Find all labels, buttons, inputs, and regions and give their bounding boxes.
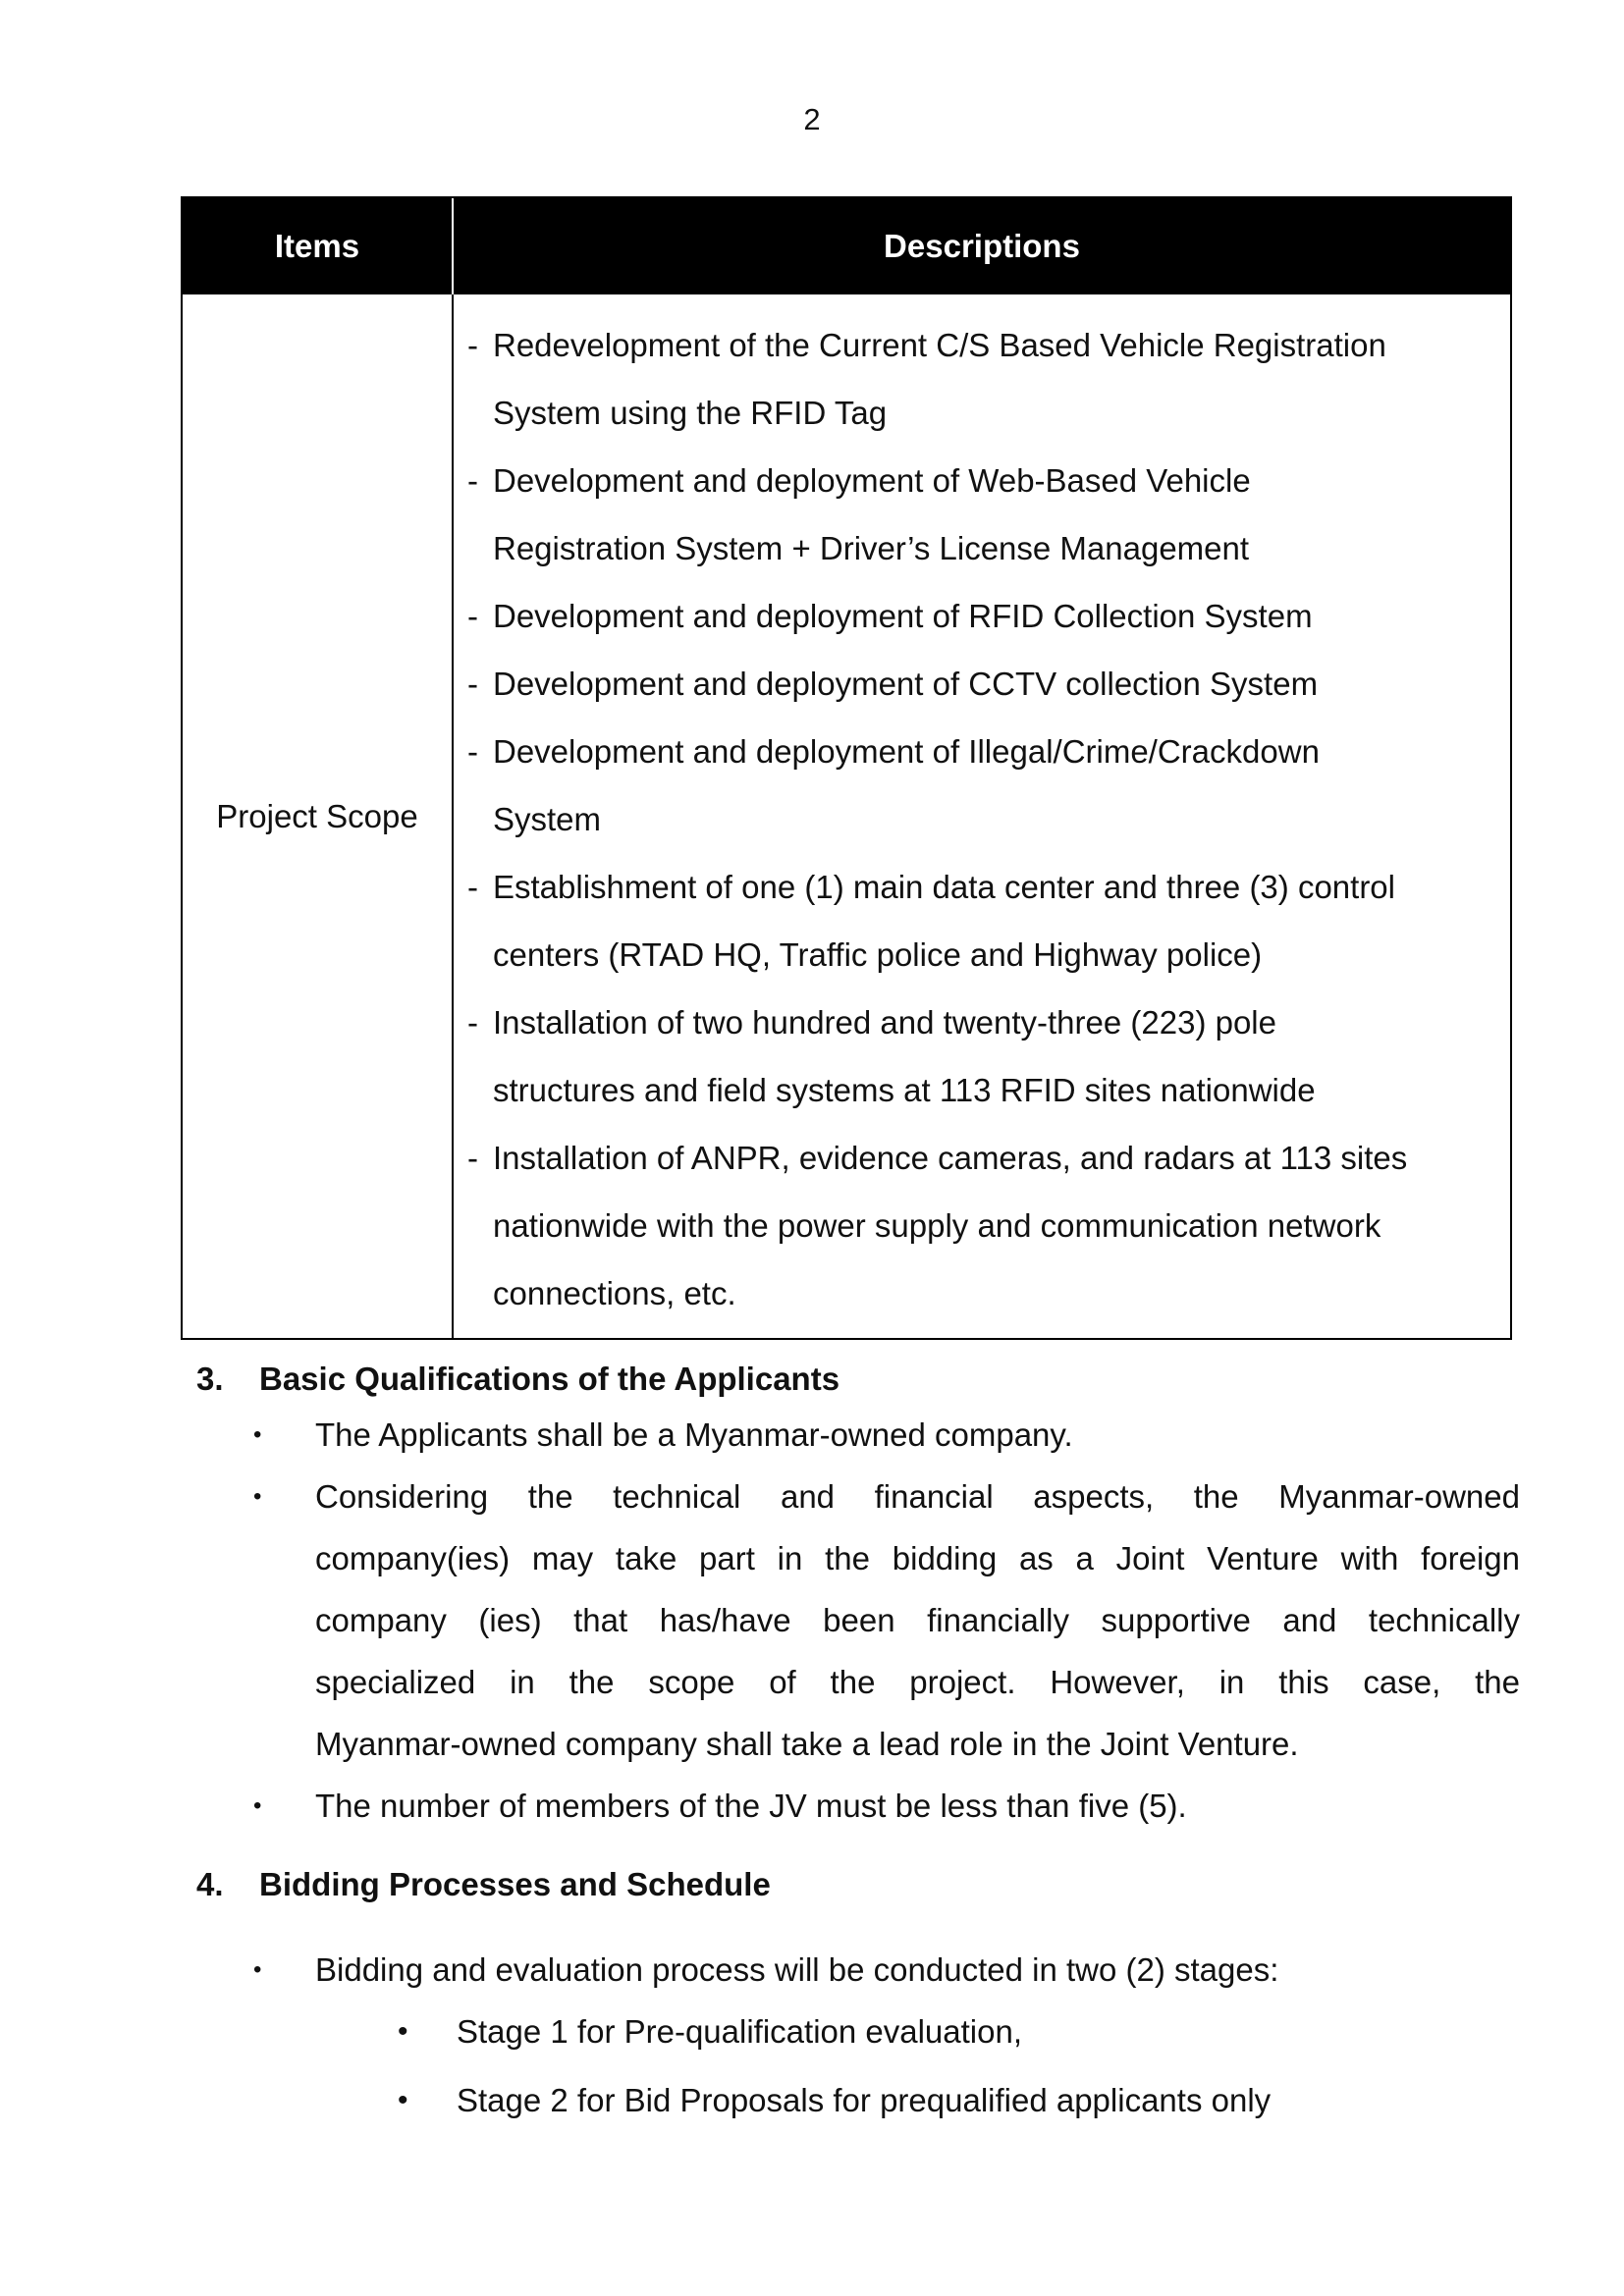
sub-list-item [398, 2081, 1271, 2120]
section-4-heading [196, 1865, 771, 1904]
dash-marker: - [467, 462, 478, 499]
section-4-title: Bidding Processes and Schedule [259, 1866, 771, 1902]
section-4-number: 4. [196, 1866, 224, 1902]
description-text: Registration System + Driver’s License Management [493, 530, 1250, 566]
description-text: Establishment of one (1) main data center and three (3) control [493, 869, 1395, 905]
row-descriptions [454, 294, 1510, 1338]
description-line [467, 1124, 1490, 1192]
description-text: Development and deployment of Illegal/Crime/Crackdown [493, 733, 1320, 770]
bullet-icon: • [253, 1792, 262, 1819]
description-text: Redevelopment of the Current C/S Based Vehicle Registration [493, 327, 1386, 363]
table-header [183, 198, 1510, 294]
project-scope-table [181, 196, 1512, 1340]
dash-marker: - [467, 666, 478, 702]
description-text: centers (RTAD HQ, Traffic police and Highway police) [493, 936, 1263, 973]
description-text: structures and field systems at 113 RFID sites nationwide [493, 1072, 1316, 1108]
description-text: Development and deployment of CCTV collection System [493, 666, 1319, 702]
bullet-icon: • [253, 1956, 262, 1983]
bullet-icon: • [253, 1421, 262, 1448]
dash-marker: - [467, 1140, 478, 1176]
bullet-text: The number of members of the JV must be less than five (5). [315, 1788, 1187, 1824]
section-3-number: 3. [196, 1361, 224, 1397]
description-line [467, 853, 1490, 921]
description-text: Development and deployment of RFID Collection System [493, 598, 1313, 634]
section-3-title: Basic Qualifications of the Applicants [259, 1361, 840, 1397]
sub-bullet-text: Stage 1 for Pre-qualification evaluation, [457, 2013, 1023, 2050]
description-line [467, 1056, 1490, 1124]
dash-marker: - [467, 598, 478, 634]
dash-marker: - [467, 1004, 478, 1041]
page-number: 2 [803, 102, 821, 136]
list-item [253, 1775, 1520, 1837]
description-text: Installation of two hundred and twenty-three (223) pole [493, 1004, 1276, 1041]
bullet-text-line: specialized in the scope of the project. However, in this case, the [315, 1664, 1520, 1700]
bullet-icon: • [253, 1483, 262, 1510]
header-items: Items [183, 198, 454, 294]
description-line [467, 514, 1490, 582]
bullet-text-line: Considering the technical and financial aspects, the Myanmar-owned [315, 1478, 1520, 1515]
list-item [253, 1939, 1520, 2001]
dash-marker: - [467, 733, 478, 770]
sub-bullet-text: Stage 2 for Bid Proposals for prequalified applicants only [457, 2082, 1272, 2118]
description-line [467, 785, 1490, 853]
description-line [467, 447, 1490, 514]
description-line [467, 650, 1490, 718]
bullet-text-line: company(ies) may take part in the bidding as a Joint Venture with foreign [315, 1540, 1520, 1576]
table-row [183, 294, 1510, 1338]
description-text: connections, etc. [493, 1275, 736, 1311]
header-descriptions: Descriptions [884, 228, 1080, 264]
description-text: Development and deployment of Web-Based Vehicle [493, 462, 1251, 499]
description-text: System [493, 801, 602, 837]
row-label: Project Scope [183, 294, 454, 1338]
bullet-text: The Applicants shall be a Myanmar-owned company. [315, 1416, 1073, 1453]
dash-marker: - [467, 869, 478, 905]
description-text: Installation of ANPR, evidence cameras, and radars at 113 sites [493, 1140, 1408, 1176]
description-text: nationwide with the power supply and communication network [493, 1207, 1381, 1244]
description-line [467, 718, 1490, 785]
bullet-icon: • [398, 2084, 408, 2116]
description-text: System using the RFID Tag [493, 395, 888, 431]
description-line [467, 311, 1490, 379]
sub-list-item [398, 2012, 1022, 2052]
section-3-heading [196, 1360, 839, 1399]
section-4-bullets [253, 1939, 1520, 2001]
description-line [467, 1259, 1490, 1327]
bullet-icon: • [398, 2015, 408, 2048]
description-line [467, 1192, 1490, 1259]
bullet-text-line: Myanmar-owned company shall take a lead role in the Joint Venture. [315, 1726, 1299, 1762]
bullet-text: Bidding and evaluation process will be conducted in two (2) stages: [315, 1951, 1279, 1988]
bullet-text-line: company (ies) that has/have been financially supportive and technically [315, 1602, 1520, 1638]
description-line [467, 379, 1490, 447]
description-line [467, 582, 1490, 650]
section-3-bullets [253, 1404, 1520, 1837]
list-item [253, 1466, 1520, 1775]
description-line [467, 921, 1490, 988]
description-line [467, 988, 1490, 1056]
list-item [253, 1404, 1520, 1466]
dash-marker: - [467, 327, 478, 363]
